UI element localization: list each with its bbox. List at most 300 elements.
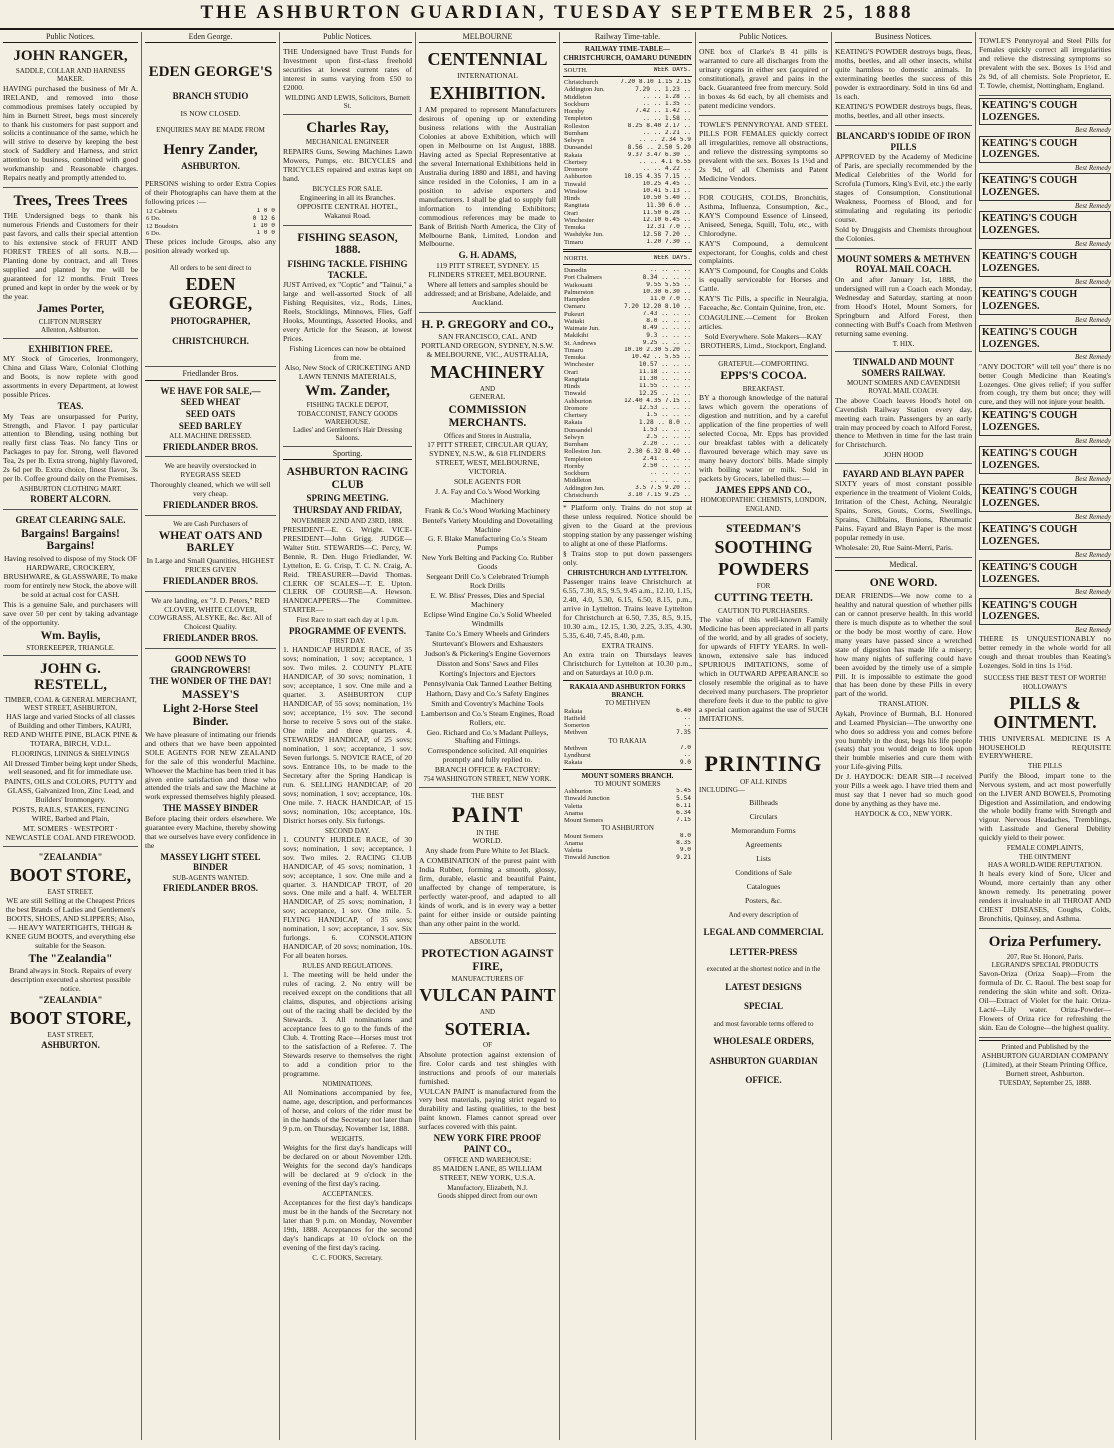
station-times: 8.56 .. 2.50 5.20	[627, 144, 691, 151]
column-heading: Public Notices.	[3, 32, 138, 43]
ad-body: All Nominations accompanied by fee, name, age, description, and performances of horse, and colors of the rider must be in the hands of the Secretary not later than 9 p.m. on Thursday, November 1st, 1888.	[283, 1088, 412, 1133]
station-times: .. .. .. ..	[650, 477, 691, 484]
station-times: .. .. 4.22 ..	[642, 166, 691, 173]
table-row	[563, 803, 692, 810]
table-row	[563, 722, 692, 729]
table-row	[563, 115, 692, 122]
station-name: Hinds	[564, 195, 580, 203]
ad-headline: BOOT STORE,	[9, 864, 132, 885]
ad-body: Acceptances for the first day's handicaps must be in the hands of the Secretary not later than 9 p.m. on Monday, November 19th, 1888. Acceptances for the second day's handicaps at 10 o'clock on the evening of the first day's racing.	[283, 1198, 412, 1252]
station-name: Lyndhurst	[564, 752, 591, 760]
station-times: 10.15 4.35 7.15 ..	[623, 173, 691, 180]
lozenge-tag: Best Remedy	[1075, 126, 1111, 135]
station-name: Hornby	[564, 462, 585, 470]
ad-signature: Wholesale: 20, Rue Saint-Merri, Paris.	[835, 542, 953, 552]
print-items-list	[699, 799, 828, 906]
section-heading: Sporting.	[283, 449, 412, 460]
table-row	[563, 217, 692, 224]
ad-subtitle: SADDLE, COLLAR AND HARNESS MAKER.	[15, 67, 126, 84]
ad-subtitle: THURSDAY AND FRIDAY,	[293, 504, 402, 515]
table-row	[563, 296, 692, 303]
ad-signature: C. C. FOOKS, Secretary.	[312, 1253, 383, 1262]
ad-subtitle: TEAS.	[57, 400, 84, 411]
station-times: 11.30 6.0 ..	[646, 202, 691, 209]
station-name: Ashburton	[564, 173, 592, 181]
agent-item: G. F. Blake Manufacturing Co.'s Steam Pumps	[427, 534, 548, 553]
station-name: Tinwald	[564, 180, 586, 188]
table-row	[563, 282, 692, 289]
table-row	[563, 274, 692, 281]
table-row	[563, 788, 692, 795]
ad-ryegrass	[145, 459, 276, 515]
ad-headline: EXHIBITION.	[429, 83, 546, 104]
ad-body: Also, New Stock of CRICKETING AND LAWN TENNIS MATERIALS,	[284, 362, 411, 381]
ad-title: Trees, Trees Trees	[13, 193, 128, 210]
ad-body: INCLUDING—	[699, 786, 745, 795]
station-name: Winslow	[564, 187, 588, 195]
table-row	[563, 239, 692, 246]
ad-signature: FRIEDLANDER BROS.	[162, 633, 258, 644]
ad-headline: Wm. Zander,	[305, 382, 390, 399]
ad-body: FLOORINGS, LININGS & SHELVINGS	[11, 750, 130, 759]
station-times: 9.25 .. .. ..	[642, 339, 691, 346]
table-row: 12 Boudoirs 1 10 0	[146, 222, 275, 230]
station-name: Methven	[564, 744, 588, 752]
ad-body: On and after January 1st, 1888, the undersigned will run a Coach each Monday, Wednesday and Saturday, starting at noon from Hood's Hotel, Mount Somers, for Springburn and Alford Forest, then connecting with Buff's Coach from Methven returning same evening.	[835, 275, 972, 338]
table-row	[563, 456, 692, 463]
ad-title: "ZEALANDIA"	[38, 852, 103, 863]
print-item: Circulars	[749, 812, 778, 822]
ad-title: PRINTING	[704, 750, 823, 776]
station-times: ..	[683, 722, 691, 729]
ad-body: Offices and Stores in Australia,	[443, 431, 532, 440]
ad-headline: MASSEY'S	[181, 688, 240, 701]
ad-place: HOMOEOPATHIC CHEMISTS, LONDON, ENGLAND.	[700, 496, 827, 513]
ad-signature: JAMES EPPS AND CO.,	[715, 484, 812, 495]
ad-subtitle: BRANCH OFFICE & FACTORY:	[434, 765, 541, 775]
column-1	[0, 32, 142, 1440]
ad-place: CHRISTCHURCH.	[172, 335, 249, 346]
ad-body: FOR COUGHS, COLDS, Bronchitis, Asthma, Influenza, Consumption, &c., KAY'S Compound Essence of Linseed, Aniseed, Senega, Squill, Tolu, etc., with Chlorodyne.	[699, 192, 828, 238]
agent-item: Sturtevant's Blowers and Exhausters	[432, 638, 543, 648]
ad-body: IS NOW CLOSED.	[180, 108, 241, 118]
table-row: 6 Do. 0 12 6	[146, 215, 275, 223]
ad-body: All orders to be sent direct to	[169, 264, 252, 273]
ad-body: Goods shipped direct from our own	[437, 1191, 538, 1200]
ad-subtitle: STOREKEEPER, TRIANGLE.	[26, 644, 115, 653]
ad-store: ASHBURTON CLOTHING MART.	[19, 485, 122, 494]
ad-headline: Light 2-Horse Steel Binder.	[162, 703, 259, 729]
table-row	[563, 166, 692, 173]
table-row	[563, 202, 692, 209]
station-times: 8.35	[676, 839, 691, 847]
ad-body: Before placing their orders elsewhere. We guarantee every Machine, thereby showing that we ourselves have every confidence in the	[145, 813, 276, 850]
ad-eden-george	[145, 45, 276, 367]
table-row	[563, 752, 692, 759]
print-item: Agreements	[745, 840, 782, 850]
station-name: Temuka	[564, 354, 586, 362]
section-title: CHRISTCHURCH AND LYTTELTON.	[567, 568, 688, 577]
ad-signature: FRIEDLANDER BROS.	[162, 575, 258, 586]
station-times: 12.40 4.35 7.15 ..	[623, 397, 691, 404]
timetable-direction: SOUTH.	[564, 66, 588, 74]
station-times: 6.40	[676, 707, 691, 714]
station-times: 2.30 6.32 8.40 ..	[627, 448, 691, 455]
station-times: .. .. 1.35 ..	[642, 100, 691, 108]
ad-body: My Teas are unsurpassed for Purity, Strength, and Flavor. I pay particular attention to Blending, using nothing but really first class Teas. No fancy Tins or Packages to pay for. Strong, well flavored Tea, 2s per lb. Extra strong, highly flavored, 2s 6d per lb. Extra choice, finest flavor, 3s per lb. Coffee ground daily on the Premises.	[3, 411, 138, 484]
column-heading: Eden George.	[145, 32, 276, 43]
station-times: 8.25 8.40 2.17 ..	[627, 122, 691, 129]
ad-title: FAYARD AND BLAYN PAPER	[842, 468, 965, 479]
ad-paint	[419, 790, 556, 934]
station-times: 1.5 .. .. ..	[646, 412, 691, 419]
station-name: Selwyn	[564, 433, 584, 441]
ad-blancard	[835, 128, 972, 249]
station-name: Dunsandel	[564, 144, 593, 152]
ad-body: PERSONS wishing to order Extra Copies of their Photographs can have them at the following prices :—	[145, 179, 276, 207]
station-name: Sockburn	[564, 470, 590, 478]
ad-clarke-pills	[699, 45, 828, 116]
ad-connector: FOR	[756, 582, 771, 591]
table-row	[563, 94, 692, 101]
station-name: Chertsey	[564, 158, 588, 166]
station-times: 10.25 4.45 ..	[642, 180, 691, 187]
ad-address: 207, Rue St. Honoré, Paris.	[1006, 952, 1084, 961]
ad-towle-pills	[979, 34, 1111, 96]
lozenge-tag: Best Remedy	[1075, 277, 1111, 286]
ad-address: Engineering in all its Branches. OPPOSITE CENTRAL HOTEL, Wakanui Road.	[297, 192, 398, 220]
ad-body: MT. SOMERS · WESTPORT · NEWCASTLE COAL AND FIREWOOD.	[5, 824, 136, 843]
ad-headline: MACHINERY	[430, 362, 545, 383]
station-times: 12.53 .. .. ..	[638, 404, 691, 412]
ad-body: Manufactory, Elizabeth, N.J.	[447, 1183, 528, 1192]
station-name: Selwyn	[564, 137, 584, 145]
ad-body: Thoroughly cleaned, which we will sell very cheap.	[150, 480, 271, 498]
agent-list	[419, 488, 556, 747]
ad-body: REPAIRS Guns, Sewing Machines Lawn Mowers, Pumps, etc. BICYCLES and TRICYCLES repaired and extras kept on hand.	[283, 146, 412, 183]
section-body: An extra train on Thursdays leaves Christchurch for Lyttelton at 10.30 p.m., and on Saturdays at 10.0 p.m.	[563, 650, 692, 677]
ad-body: THE Undersigned have Trust Funds for Investment upon first-class freehold securities at lowest current rates of interest in sums varying from £50 to £2000.	[283, 47, 412, 93]
table-row: 12 Cabinets 1 0 0	[146, 208, 275, 216]
station-name: Anama	[564, 839, 584, 847]
ad-address: 119 PITT STREET, SYDNEY. 15 FLINDERS STREET, MELBOURNE.	[428, 261, 547, 279]
station-times: 3.5 7.5 9.20 ..	[635, 484, 691, 491]
station-times: 6.34	[676, 809, 691, 817]
ad-subtitle: LEGAL AND COMMERCIAL	[703, 927, 824, 938]
table-row	[563, 311, 692, 318]
ad-racing-club	[283, 462, 412, 1265]
ad-body: PRESIDENT—E. G. Wright. VICE-PRESIDENT—John Grigg. JUDGE—Walter Stitt. STEWARDS—C. Percy, W. Bennie, R. Den. Hugo Friedlander, W. Lyttelton, E. G. Crisp, T. C. N. Craig, A. Reid. TREASURER—David Thomas. CLERK OF SCALES—T. E. Upton. CLERK OF COURSE—A. Hewson. HANDICAPPERS—The Committee. STARTER—	[283, 524, 412, 615]
station-times: 7.20 8.10 1.15 2.15	[620, 79, 691, 86]
station-times: 11.18 .. .. ..	[638, 368, 691, 375]
station-name: Rangitata	[564, 375, 590, 383]
station-times: 8.0 .. .. ..	[646, 317, 691, 325]
ad-body: KEATING'S POWDER destroys bugs, fleas, moths, beetles, and all other insects, whilst quite harmless to domestic animals. In exterminating beetles the success of this powder is extraordinary. Sold in tins 6d and 1s each.	[835, 47, 972, 102]
ad-fishing	[283, 228, 412, 447]
timetable-rakaia	[563, 745, 692, 767]
agent-item: Hathorn, Davy and Co.'s Safety Engines	[426, 688, 549, 698]
ad-title: EXHIBITION FREE.	[28, 343, 113, 354]
ad-subtitle: THE WONDER OF THE DAY!	[149, 676, 272, 687]
ad-subtitle: FISHING TACKLE DEPOT, TOBACCONIST, FANCY GOODS WAREHOUSE.	[297, 401, 398, 426]
ad-ranger	[3, 45, 138, 188]
station-times: 9.55 5.55 ..	[646, 281, 691, 288]
timetable-note: § Trains stop to put down passengers only.	[563, 548, 692, 567]
station-times: 7.0	[679, 744, 691, 752]
timetable-direction: NORTH.	[564, 254, 588, 262]
column-8	[976, 32, 1114, 1440]
ad-address: Allenton, Ashburton.	[41, 326, 100, 335]
ad-headline: BOOT STORE,	[9, 1007, 132, 1028]
ad-body: 1. HANDICAP HURDLE RACE, of 35 sovs; nomination, 1 sov; acceptance, 1 sov. Two miles. 2. COUNTY PLATE HANDICAP, of 30 sovs; nomination, 1 sov; acceptance, 1 sov. One mile and a quarter. 3. ASHBURTON CUP HANDICAP, of 55 sovs; nomination, 1½ sov; acceptance, 1½ sov. The second horse to receive 5 sovs out of the stake. One mile and three quarters. 4. STEWARDS' HANDICAP, of 25 sovs; nomination, 1 sov; acceptance, 1 sov. Seven furlongs. 5. NOVICE RACE, of 20 sovs. Entrance 10s, to be made to the Secretary after the Spring Handicap is run. 6. SELLING HANDICAP, of 20 sovs; nomination, 1 sov; acceptance, 10s. One mile. 7. HACK HANDICAP, of 15 sovs; nomination, 10s; acceptance, 10s. District horses only. Six furlongs.	[283, 645, 412, 825]
ad-item: SEED OATS	[185, 409, 236, 420]
ad-place: ASHBURTON.	[181, 160, 240, 171]
table-row	[563, 173, 692, 180]
ad-signature: James Porter,	[36, 303, 105, 316]
ad-exhibition	[419, 45, 556, 312]
ad-kicker: GRATEFUL—COMFORTING.	[718, 359, 809, 368]
ad-connector: AND	[479, 1008, 496, 1017]
table-row	[563, 137, 692, 144]
column-heading: Public Notices.	[283, 32, 412, 43]
table-row	[563, 708, 692, 715]
ad-body: Aykah, Province of Burmah, B.I. Honored and Learned Physician—The unworthy one who does so address you and comes before you humbly in the dust, begs his life people (seats) that you would deign to look upon their humble miseries and cure them with your Life-giving Pills.	[835, 708, 972, 772]
ad-body: THERE IS UNQUESTIONABLY no better remedy in the whole world for all cough and throat troubles than Keating's Lozenges. Sold in tins 1s 1½d.	[979, 634, 1111, 671]
section-heading: Medical.	[835, 560, 972, 571]
ad-subtitle: HOLLOWAY'S	[1022, 682, 1068, 691]
table-row	[563, 405, 692, 412]
ad-subtitle: BICYCLES FOR SALE.	[312, 184, 383, 193]
station-times: 7.35	[676, 729, 691, 736]
station-times: 9.37 3.47 6.30 ..	[627, 151, 691, 158]
station-times: 11.0 7.0 ..	[650, 296, 691, 303]
ad-body: Absolute protection against extension of fire. Color cards and test shingles with instructions and proofs of our materials furnished.	[419, 1049, 556, 1086]
ad-charles-ray	[283, 117, 412, 226]
station-times: .. .. 4.1 6.55	[638, 158, 691, 166]
station-times: 2.20 .. .. ..	[642, 441, 691, 448]
station-times: 7.42 .. 1.42 ..	[635, 108, 691, 115]
masthead: THE ASHBURTON GUARDIAN, TUESDAY SEPTEMBER 25, 1888	[0, 2, 1114, 30]
station-name: Hornby	[564, 108, 585, 116]
agent-item: Tanite Co.'s Emery Wheels and Grinders	[425, 628, 550, 638]
station-times: 11.50 6.28 ..	[642, 209, 691, 216]
station-times: 2.41 .. .. ..	[642, 455, 691, 462]
ad-signature: G. H. ADAMS,	[458, 250, 517, 261]
ad-subtitle: BREAKFAST.	[742, 384, 785, 393]
ad-grain	[145, 518, 276, 592]
ad-tinwald	[835, 354, 972, 464]
station-name: Timaru	[564, 346, 584, 354]
agent-item: E. W. Bliss' Presses, Dies and Special Machinery	[430, 591, 545, 610]
ad-body: ENQUIRIES MAY BE MADE FROM	[156, 125, 265, 134]
table-row	[563, 715, 692, 722]
agent-item: Disston and Sons' Saws and Files	[436, 658, 539, 668]
station-name: Addington Jun.	[564, 86, 605, 94]
table-row	[563, 441, 692, 448]
table-row	[563, 729, 692, 736]
timetable-title: RAILWAY TIME-TABLE—CHRISTCHURCH, OAMARU DUNEDIN	[563, 45, 692, 62]
agent-item: Eclipse Wind Engine Co.'s Solid Wheeled Windmills	[423, 610, 552, 629]
ad-friedlander	[145, 383, 276, 457]
ad-steedman	[699, 519, 828, 729]
ad-subtitle: ACCEPTANCES.	[322, 1189, 373, 1198]
ad-body: Dr J. HAYDOCK: DEAR SIR—I received your Pills a week ago. I have tried them and must say that I never had so much good done by anything as they have me.	[835, 772, 972, 809]
ad-headline: VULCAN PAINT	[419, 985, 556, 1006]
table-row	[563, 817, 692, 824]
ad-body: Purify the Blood, impart tone to the Nervous system, and act most powerfully on the LIVER AND BOWELS, Promoting Digestion and Assimilation, and endowing the whole bodily frame with Strength and vigour. Nervous Headaches, Tremblings, with Lassitude and General Debility quickly yield to their power.	[979, 770, 1111, 843]
ad-title: ONE WORD.	[869, 577, 938, 590]
ad-subtitle: BRANCH STUDIO	[172, 91, 249, 102]
ad-title: ASHBURTON RACING CLUB	[286, 466, 409, 491]
ad-connector: OF	[483, 1041, 492, 1050]
station-times: 1.53 .. .. ..	[642, 426, 691, 433]
lozenge-tag: Best Remedy	[1075, 353, 1111, 362]
lozenge-tag: Best Remedy	[1075, 474, 1111, 483]
ad-title: H. P. GREGORY and CO.,	[421, 318, 554, 331]
ad-body: 1. COUNTY HURDLE RACE, of 30 sovs; nomination, 1 sov; acceptance, 1 sov. Two miles. 2. RACING CLUB HANDICAP, of 45 sovs; nomination, 1 sov; acceptance, 1 sov. One mile and a quarter. 3. HANDICAP TROT, of 20 sovs. One mile and a half. 4. WELTER HANDICAP, of 25 sovs; nomination, 1 sov; acceptance, 1 sov. One mile. 5. FLYING HANDICAP, of 35 sovs; nomination, 1 sov; acceptance, 1 sov. Six furlongs. 6. CONSOLATION HANDICAP, of 20 sovs; nomination, 10s. For all beaten horses.	[283, 834, 412, 961]
lozenge-tag: Best Remedy	[1075, 550, 1111, 559]
agent-item: Judson's & Pickering's Engine Governors	[424, 648, 551, 658]
table-row	[563, 840, 692, 847]
table-row	[563, 376, 692, 383]
station-times: 9.3 .. .. ..	[646, 332, 691, 339]
table-row	[563, 79, 692, 86]
ad-towle	[699, 118, 828, 189]
lozenge-ad: KEATING'S COUGH LOZENGES.	[979, 484, 1111, 512]
station-times: 8.0	[679, 832, 691, 839]
station-times: 7.20 12.20 8.10 ..	[623, 303, 691, 310]
ad-item: SEED WHEAT	[180, 397, 241, 408]
print-item: Conditions of Sale	[735, 868, 792, 878]
station-name: Winchester	[564, 216, 594, 224]
table-row	[563, 810, 692, 817]
station-times: 11.30 .. .. ..	[638, 375, 691, 383]
station-name: Orari	[564, 209, 578, 217]
table-row	[563, 340, 692, 347]
ad-body: This is a genuine Sale, and purchasers will save over 50 per cent by taking advantage of the opportunity.	[3, 599, 138, 627]
station-name: Rolleston Jun.	[564, 448, 602, 456]
table-row	[563, 347, 692, 354]
timetable-direction: TO RAKAIA	[608, 736, 647, 745]
ad-title: EDEN GEORGE'S	[148, 64, 273, 81]
table-row	[563, 101, 692, 108]
ad-body: TOWLE'S PENNYROYAL AND STEEL PILLS FOR FEMALES quickly correct all irregularities, remove all obstructions, and relieve the distressing symptoms so prevalent with the sex. Boxes 1s 1½d and 2s 9d, of all Chemists and Patent Medicine Vendors.	[699, 120, 828, 183]
station-name: Hinds	[564, 383, 580, 391]
station-times: 10.50 5.40 ..	[642, 195, 691, 202]
timetable-ashburton	[563, 833, 692, 862]
ad-subtitle: FISHING TACKLE. FISHING TACKLE.	[287, 258, 408, 280]
station-times: 2.50 .. .. ..	[642, 462, 691, 470]
ad-body: HAVING purchased the business of Mr A. IRELAND, and removed into those commodious premises lately occupied by him in Burnett Street, begs most sincerely to thank his customers for past support and solicits a continuance of the same, which he will strive to deserve by keeping the best stock of Saddlery and Harness, and strict attention to business, combined with good workmanship and Reasonable charges. Repairs neatly and promptly attended to.	[3, 83, 138, 183]
table-row	[563, 210, 692, 217]
ad-printing	[699, 731, 828, 1090]
ad-title: MOUNT SOMERS & METHVEN ROYAL MAIL COACH.	[836, 253, 971, 275]
price-table	[145, 208, 276, 237]
agent-item: Pennsylvania Oak Tanned Leather Belting	[423, 678, 552, 688]
agent-item: Sergeant Drill Co.'s Celebrated Triumph Rock Drills	[426, 572, 549, 591]
ad-subtitle: THE PILLS	[1027, 762, 1063, 771]
station-times: 11.55 .. .. ..	[638, 383, 691, 390]
station-name: St. Andrews	[564, 339, 597, 347]
ad-body: ALL MACHINE DRESSED.	[169, 432, 252, 441]
ad-body: Fishing Licences can now be obtained from me.	[289, 343, 406, 362]
ad-headline: EDEN GEORGE,	[168, 274, 253, 314]
timetable-methven	[563, 708, 692, 737]
table-row	[563, 448, 692, 455]
timetable-days: WEEK DAYS.	[653, 66, 691, 74]
station-name: Tinwald Junction	[564, 854, 610, 862]
table-row	[563, 108, 692, 115]
ad-body: First Race to start each day at 1 p.m.	[296, 616, 399, 625]
station-name: Dunedin	[564, 267, 587, 275]
ad-body: We are heavily overstocked in RYEGRASS SEED	[164, 461, 257, 480]
ad-subtitle: OFFICE AND WAREHOUSE:	[443, 1155, 532, 1164]
table-row	[563, 492, 692, 499]
ad-body: Weights for the first day's handicaps will be declared on or about November 12th. Weights for the second day's handicaps will be declared at 9 o'clock in the evening of the first day's racing.	[283, 1143, 412, 1188]
ad-body: I AM prepared to represent Manufacturers desirous of opening up or extending business relations with the Australian Colonies at above Exhibition, which will open in Melbourne on 1st August, 1888. Having acted as Special Representative at the several International Exhibitions held in Australia during 1880 and 1881, and having since resided in the Colonies, I am in a position to advise exporters and manufacturers. I shall be glad to supply full information to intending Exhibitors; commodious references may be made to Bank of British North America, the City of Melbourne Bank, Limited, London and Melbourne.	[419, 105, 556, 249]
imprint-date: TUESDAY, September 25, 1888.	[998, 1079, 1092, 1088]
ad-address: SAN FRANCISCO, CAL. AND PORTLAND OREGON, SYDNEY, N.S.W. & MELBOURNE, VIC., AUSTRALIA,	[421, 332, 554, 360]
ad-signature: WILDING AND LEWIS, Solicitors, Burnett St.	[284, 94, 411, 111]
ad-title: CENTENNIAL	[427, 49, 548, 70]
ad-body: PAINTS, OILS and COLORS, PUTTY and GLASS, Galvanized Iron, Zinc Lead, and Builders' Ironmongery.	[4, 777, 137, 805]
ad-address: 754 WASHINGTON STREET, NEW YORK.	[423, 775, 552, 784]
column-6	[696, 32, 832, 1440]
station-name: Rolleston	[564, 122, 590, 130]
station-name: Waikouaiti	[564, 281, 593, 289]
table-row	[563, 303, 692, 310]
ad-gregory	[419, 315, 556, 788]
ad-body: THIS UNIVERSAL MEDICINE IS A HOUSEHOLD REQUISITE EVERYWHERE.	[979, 733, 1111, 761]
station-name: Burnham	[564, 129, 589, 137]
ad-subtitle: SOLE AGENTS FOR	[453, 476, 522, 486]
lozenge-ad: KEATING'S COUGH LOZENGES.	[979, 98, 1111, 126]
ad-body: KAY'S Compound, a demulcent expectorant, for Coughs, colds and chest complaints.	[699, 238, 828, 266]
ad-body: Correspondence solicited. All enquiries promptly and fully replied to.	[427, 746, 548, 765]
ad-subtitle: THE OINTMENT	[1019, 852, 1071, 861]
ad-title: PROTECTION AGAINST FIRE,	[421, 947, 554, 973]
agent-item: Bentel's Variety Moulding and Dovetailing Machine	[422, 515, 553, 534]
station-times: 1.28 .. 8.0 ..	[638, 419, 691, 426]
ad-body: DEAR FRIENDS—We now come to a healthy and natural question of whether pills can or cannot preserve health. In this world there is much dispute as to whether the soul or the body be most worthy of care. How many years have passed since a wretched state of digestion has made life a misery; how many nights of suffering could have been avoided by the timely use of a simple Pill. It is impossible to estimate the good that has been done by these Pills in every part of the world.	[835, 590, 972, 699]
table-row	[563, 833, 692, 840]
ad-signature: T. HIX.	[892, 339, 915, 348]
ad-body: The value of this well-known Family Medicine has been appreciated in all parts of the world, and by all grades of society, for upwards of FIFTY YEARS. In well-known, extensive sale has induced SPURIOUS IMITATIONS, some of which in OUTWARD APPEARANCE so closely resemble the original as to have deceived many purchasers. The proprietor therefore feels it due to the public to give a special caution against the use of SUCH IMITATIONS.	[699, 615, 828, 723]
station-name: Dromore	[564, 404, 588, 412]
column-7	[832, 32, 976, 1440]
table-row	[563, 419, 692, 426]
ad-body: We are landing, ex "J. D. Peters," RED CLOVER, WHITE CLOVER, COWGRASS, ALSYKE, &c. &c. All of Choicest Quality.	[149, 595, 272, 632]
station-name: Middleton	[564, 93, 592, 101]
ad-clover	[145, 594, 276, 649]
table-row	[563, 745, 692, 752]
ad-body: Where all letters and samples should be addressed; and at Brisbane, Adelaide, and Auckland.	[424, 279, 551, 307]
table-row	[563, 188, 692, 195]
station-times: .. .. 1.28 ..	[642, 93, 691, 100]
station-name: Hatfield	[564, 714, 586, 722]
table-row	[563, 383, 692, 390]
table-row	[563, 86, 692, 93]
ad-body: POSTS, RAILS, STAKES, FENCING WIRE, Barbed and Plain,	[11, 805, 130, 824]
ad-headline: WHEAT OATS AND BARLEY	[158, 529, 263, 555]
station-name: Anama	[564, 809, 584, 817]
ad-title: WE HAVE FOR SALE,—	[160, 385, 261, 396]
station-name: Christchurch	[564, 491, 599, 499]
agent-item: Korting's Injectors and Ejectors	[439, 668, 536, 678]
ad-body: MY Stock of Groceries, Ironmongery, China and Glass Ware, Colonial Clothing and Boots, is now replete with good assortments in every Department, at lowest possible Prices.	[3, 354, 138, 400]
station-name: Makikihi	[564, 332, 589, 340]
ad-subtitle: GENERAL	[469, 392, 506, 402]
